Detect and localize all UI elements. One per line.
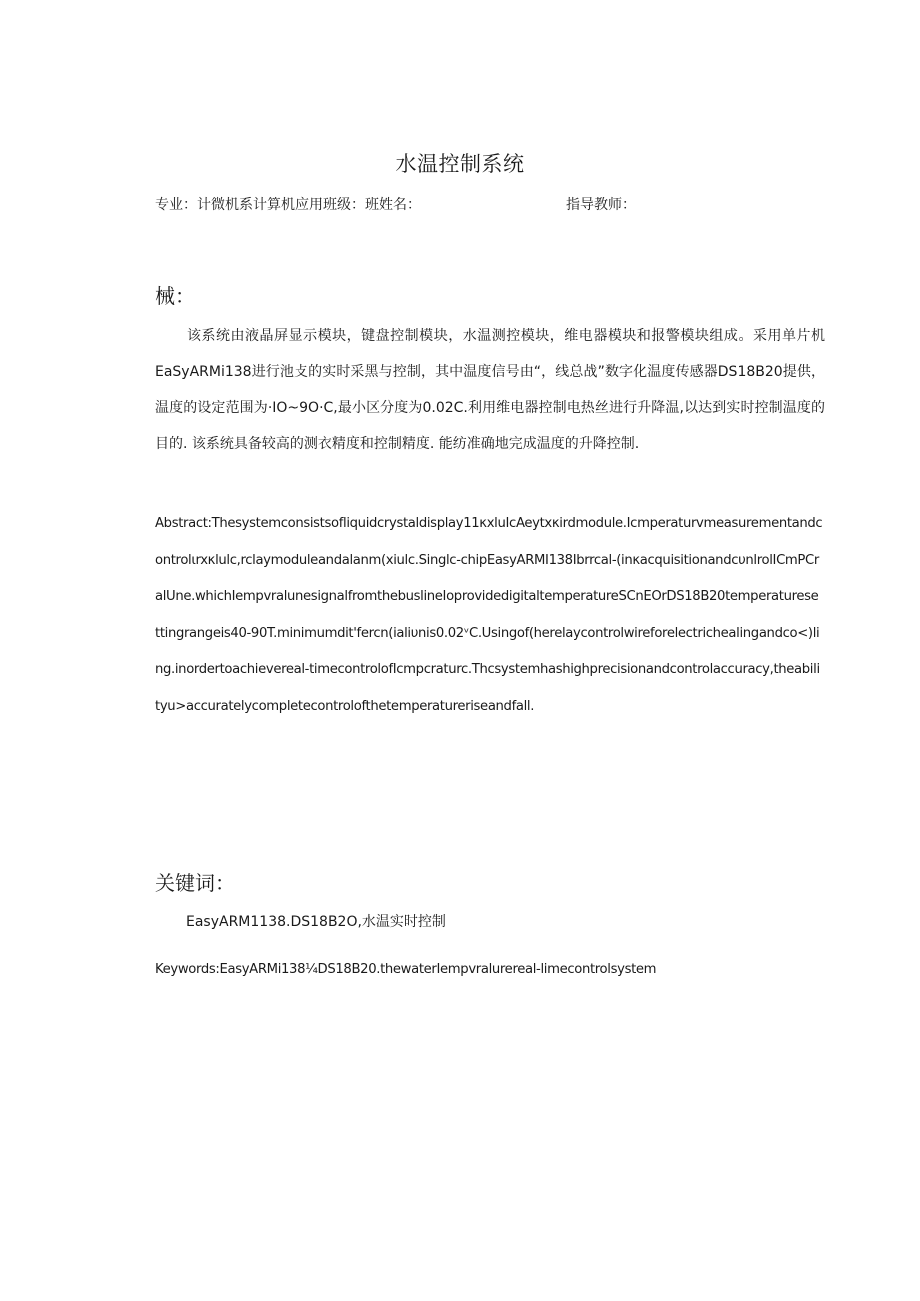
keywords-chinese: EasyARM1138.DS18B2O,水温实时控制 bbox=[186, 914, 446, 930]
abstract-heading: 械： bbox=[155, 284, 195, 308]
student-info-line bbox=[155, 194, 835, 214]
document-title: 水温控制系统 bbox=[395, 152, 525, 176]
keywords-english: Keywords:EasyARMi138¼DS18B20.thewaterIempvralurereal-limecontrolsystem bbox=[155, 962, 657, 977]
abstract-english-paragraph: Abstract:Thesystemconsistsofliquidcrystaldisplay11κxluIcAeytxκirdmodule.Icmperaturvmeasurementandcontrolιrxκlulc,rclaymoduleandalanm(xiulc.Singlc-chipEasyARMI138Ibrrcal-(inκacquisitionandcυnlrolICmPCralUne.whichIempvralunesignalfromthebuslineIoprovidedigitaltemperatureSCnEOrDS18B20temperaturesettingrangeis40-90T.minimumdit'fercn(ialiυnis0.02ᵛC.Usingof(herelaycontrolwireforelectrichealingandco<)ling.inordertoachievereal-timecontrolofIcmpcraturc.Thcsystemhashighprecisionandcontrolaccuracy,theabilityu>accuratelycompletecontrolofthetemperatureriseandfall. bbox=[155, 516, 823, 714]
student-info-text: 专业：计微机系计算机应用班级：班姓名： bbox=[155, 197, 421, 213]
keywords-heading: 关键词： bbox=[155, 871, 235, 895]
advisor-label: 指导教师： bbox=[566, 197, 636, 213]
abstract-chinese-paragraph: 该系统由液晶屏显示模块，键盘控制模块，水温测控模块，维电器模块和报警模块组成。采用单片机EaSyARMi138进行池攴的实时采黑与控制，其中温度信号由“，线总战”数字化温度传感器DS18B20提供，温度的设定范围为·IO~9O·C,最小区分度为0.02C.利用维电器控制电热丝进行升降温,以达到实时控制温度的目的. 该系统具备较高的测衣精度和控制精度. 能纺准确地完成温度的升降控制. bbox=[155, 328, 825, 452]
